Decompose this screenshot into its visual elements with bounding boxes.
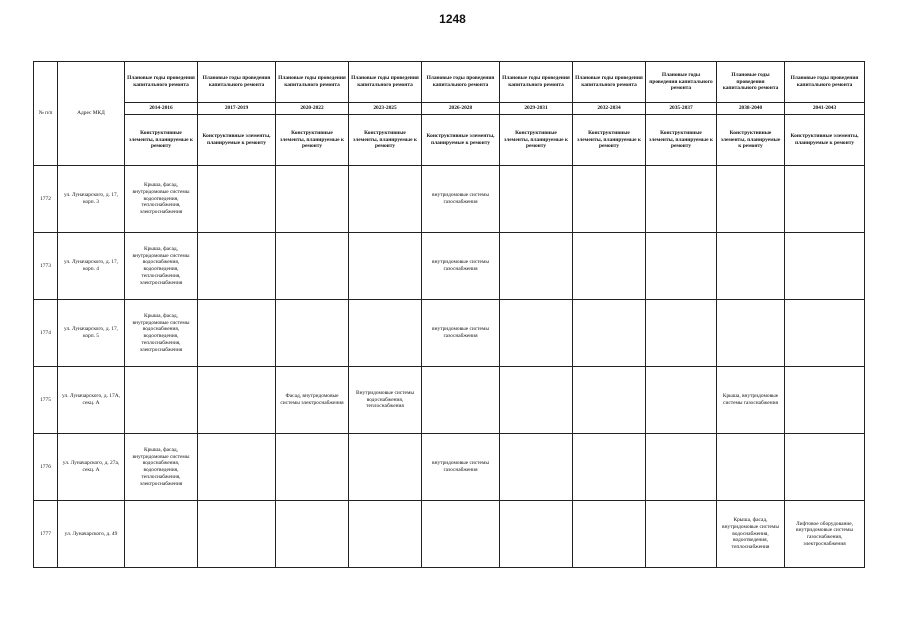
header-period-years: 2041-2043: [785, 103, 865, 115]
row-repair-cell: [717, 300, 785, 367]
header-period-subtitle: Конструктивные элементы, планируемые к ремонту: [573, 115, 646, 166]
row-repair-cell: Лифтовое оборудование, внутридомовые системы газоснабжения, электроснабжения: [785, 501, 865, 568]
row-repair-cell: [573, 434, 646, 501]
table-row: [34, 501, 865, 568]
row-number: 1773: [34, 233, 58, 300]
row-repair-cell: [717, 166, 785, 233]
header-period-years: 2023-2025: [349, 103, 422, 115]
header-period-years: 2029-2031: [500, 103, 573, 115]
row-repair-cell: [276, 434, 349, 501]
row-repair-cell: [198, 501, 276, 568]
row-repair-cell: [198, 367, 276, 434]
row-repair-cell: [500, 434, 573, 501]
capital-repair-schedule-table: [33, 61, 865, 568]
header-period-title: Плановые годы проведения капитального ремонта: [125, 62, 198, 103]
row-repair-cell: [198, 166, 276, 233]
table-row: [34, 166, 865, 233]
header-address: Адрес МКД: [58, 62, 125, 166]
header-period-title: Плановые годы проведения капитального ремонта: [198, 62, 276, 103]
row-repair-cell: [785, 233, 865, 300]
row-repair-cell: [349, 501, 422, 568]
row-repair-cell: [125, 501, 198, 568]
row-repair-cell: [276, 501, 349, 568]
row-repair-cell: [573, 233, 646, 300]
header-period-title: Плановые годы проведения капитального ремонта: [785, 62, 865, 103]
header-row-title: [34, 62, 865, 103]
row-repair-cell: [717, 434, 785, 501]
row-repair-cell: [422, 367, 500, 434]
header-period-subtitle: Конструктивные элементы, планируемые к ремонту: [646, 115, 717, 166]
header-period-title: Плановые годы проведения капитального ремонта: [422, 62, 500, 103]
row-repair-cell: [573, 367, 646, 434]
row-repair-cell: [198, 233, 276, 300]
header-period-years: 2020-2022: [276, 103, 349, 115]
row-repair-cell: внутридомовые системы газоснабжения: [422, 434, 500, 501]
header-period-title: Плановые годы проведения капитального ремонта: [349, 62, 422, 103]
table-row: [34, 300, 865, 367]
header-period-subtitle: Конструктивные элементы, планируемые к ремонту: [500, 115, 573, 166]
table-body: [34, 62, 865, 568]
row-repair-cell: [785, 367, 865, 434]
row-repair-cell: [349, 233, 422, 300]
header-num: № п/п: [34, 62, 58, 166]
header-period-subtitle: Конструктивные элементы, планируемые к ремонту: [276, 115, 349, 166]
row-address: ул. Луначарского, д. 17, корп. 3: [58, 166, 125, 233]
row-repair-cell: [349, 434, 422, 501]
row-repair-cell: [646, 367, 717, 434]
header-period-subtitle: Конструктивные элементы, планируемые к ремонту: [198, 115, 276, 166]
header-period-subtitle: Конструктивные элементы, планируемые к ремонту: [125, 115, 198, 166]
header-period-title: Плановые годы проведения капитального ремонта: [717, 62, 785, 103]
row-repair-cell: [276, 233, 349, 300]
header-period-years: 2035-2037: [646, 103, 717, 115]
table-row: [34, 367, 865, 434]
row-repair-cell: Крыша, фасад, внутридомовые системы водоснабжения, водоотведения, теплоснабжения: [717, 501, 785, 568]
header-period-subtitle: Конструктивные элементы, планируемые к ремонту: [717, 115, 785, 166]
header-period-title: Плановые годы проведения капитального ремонта: [500, 62, 573, 103]
row-repair-cell: [500, 166, 573, 233]
row-repair-cell: [198, 300, 276, 367]
row-repair-cell: [276, 166, 349, 233]
row-repair-cell: Крыша, фасад, внутридомовые системы водоснабжения, водоотведения, теплоснабжения, электроснабжения: [125, 233, 198, 300]
header-period-years: 2038-2040: [717, 103, 785, 115]
table-row: [34, 233, 865, 300]
header-period-subtitle: Конструктивные элементы, планируемые к ремонту: [422, 115, 500, 166]
page-number: 1248: [439, 12, 466, 26]
header-period-title: Плановые годы проведения капитального ремонта: [646, 62, 717, 103]
row-repair-cell: [717, 233, 785, 300]
row-address: ул. Луначарского, д. 27а, секц. А: [58, 434, 125, 501]
header-period-subtitle: Конструктивные элементы, планируемые к ремонту: [785, 115, 865, 166]
header-row-subtitle: [34, 115, 865, 166]
header-row-years: [34, 103, 865, 115]
row-repair-cell: Внутридомовые системы водоснабжения, теплоснабжения: [349, 367, 422, 434]
row-repair-cell: внутридомовые системы газоснабжения: [422, 233, 500, 300]
table-row: [34, 434, 865, 501]
row-repair-cell: [422, 501, 500, 568]
row-address: ул. Луначарского, д. 17А, секц. А: [58, 367, 125, 434]
header-period-subtitle: Конструктивные элементы, планируемые к ремонту: [349, 115, 422, 166]
row-address: ул. Луначарского, д. 17, корп. 4: [58, 233, 125, 300]
row-repair-cell: [646, 233, 717, 300]
row-repair-cell: [573, 300, 646, 367]
row-address: ул. Луначарского, д. 49: [58, 501, 125, 568]
row-repair-cell: [785, 166, 865, 233]
row-number: 1774: [34, 300, 58, 367]
row-address: ул. Луначарского, д. 17, корп. 5: [58, 300, 125, 367]
row-repair-cell: [349, 300, 422, 367]
row-repair-cell: [276, 300, 349, 367]
row-repair-cell: внутридомовые системы газоснабжения: [422, 300, 500, 367]
row-repair-cell: [500, 367, 573, 434]
row-number: 1772: [34, 166, 58, 233]
header-period-years: 2017-2019: [198, 103, 276, 115]
row-repair-cell: [646, 166, 717, 233]
row-repair-cell: Крыша, фасад, внутридомовые системы водоснабжения, водоотведения, теплоснабжения, электроснабжения: [125, 300, 198, 367]
row-repair-cell: Фасад, внутридомовые системы электроснабжения: [276, 367, 349, 434]
row-repair-cell: [785, 300, 865, 367]
row-repair-cell: [198, 434, 276, 501]
row-repair-cell: [349, 166, 422, 233]
row-repair-cell: [785, 434, 865, 501]
row-repair-cell: [573, 166, 646, 233]
row-repair-cell: [573, 501, 646, 568]
row-repair-cell: [125, 367, 198, 434]
header-period-years: 2026-2028: [422, 103, 500, 115]
row-repair-cell: [646, 434, 717, 501]
row-number: 1775: [34, 367, 58, 434]
row-repair-cell: [646, 300, 717, 367]
row-repair-cell: Крыша, фасад, внутридомовые системы водоотведения, теплоснабжения, электроснабжения: [125, 166, 198, 233]
header-period-years: 2032-2034: [573, 103, 646, 115]
row-repair-cell: [500, 233, 573, 300]
row-repair-cell: [500, 300, 573, 367]
row-repair-cell: внутридомовые системы газоснабжения: [422, 166, 500, 233]
row-repair-cell: Крыша, внутридомовые системы газоснабжения: [717, 367, 785, 434]
row-repair-cell: [500, 501, 573, 568]
header-period-years: 2014-2016: [125, 103, 198, 115]
row-repair-cell: Крыша, фасад, внутридомовые системы водоснабжения, водоотведения, теплоснабжения, электроснабжения: [125, 434, 198, 501]
header-period-title: Плановые годы проведения капитального ремонта: [276, 62, 349, 103]
row-number: 1776: [34, 434, 58, 501]
row-repair-cell: [646, 501, 717, 568]
header-period-title: Плановые годы проведения капитального ремонта: [573, 62, 646, 103]
row-number: 1777: [34, 501, 58, 568]
